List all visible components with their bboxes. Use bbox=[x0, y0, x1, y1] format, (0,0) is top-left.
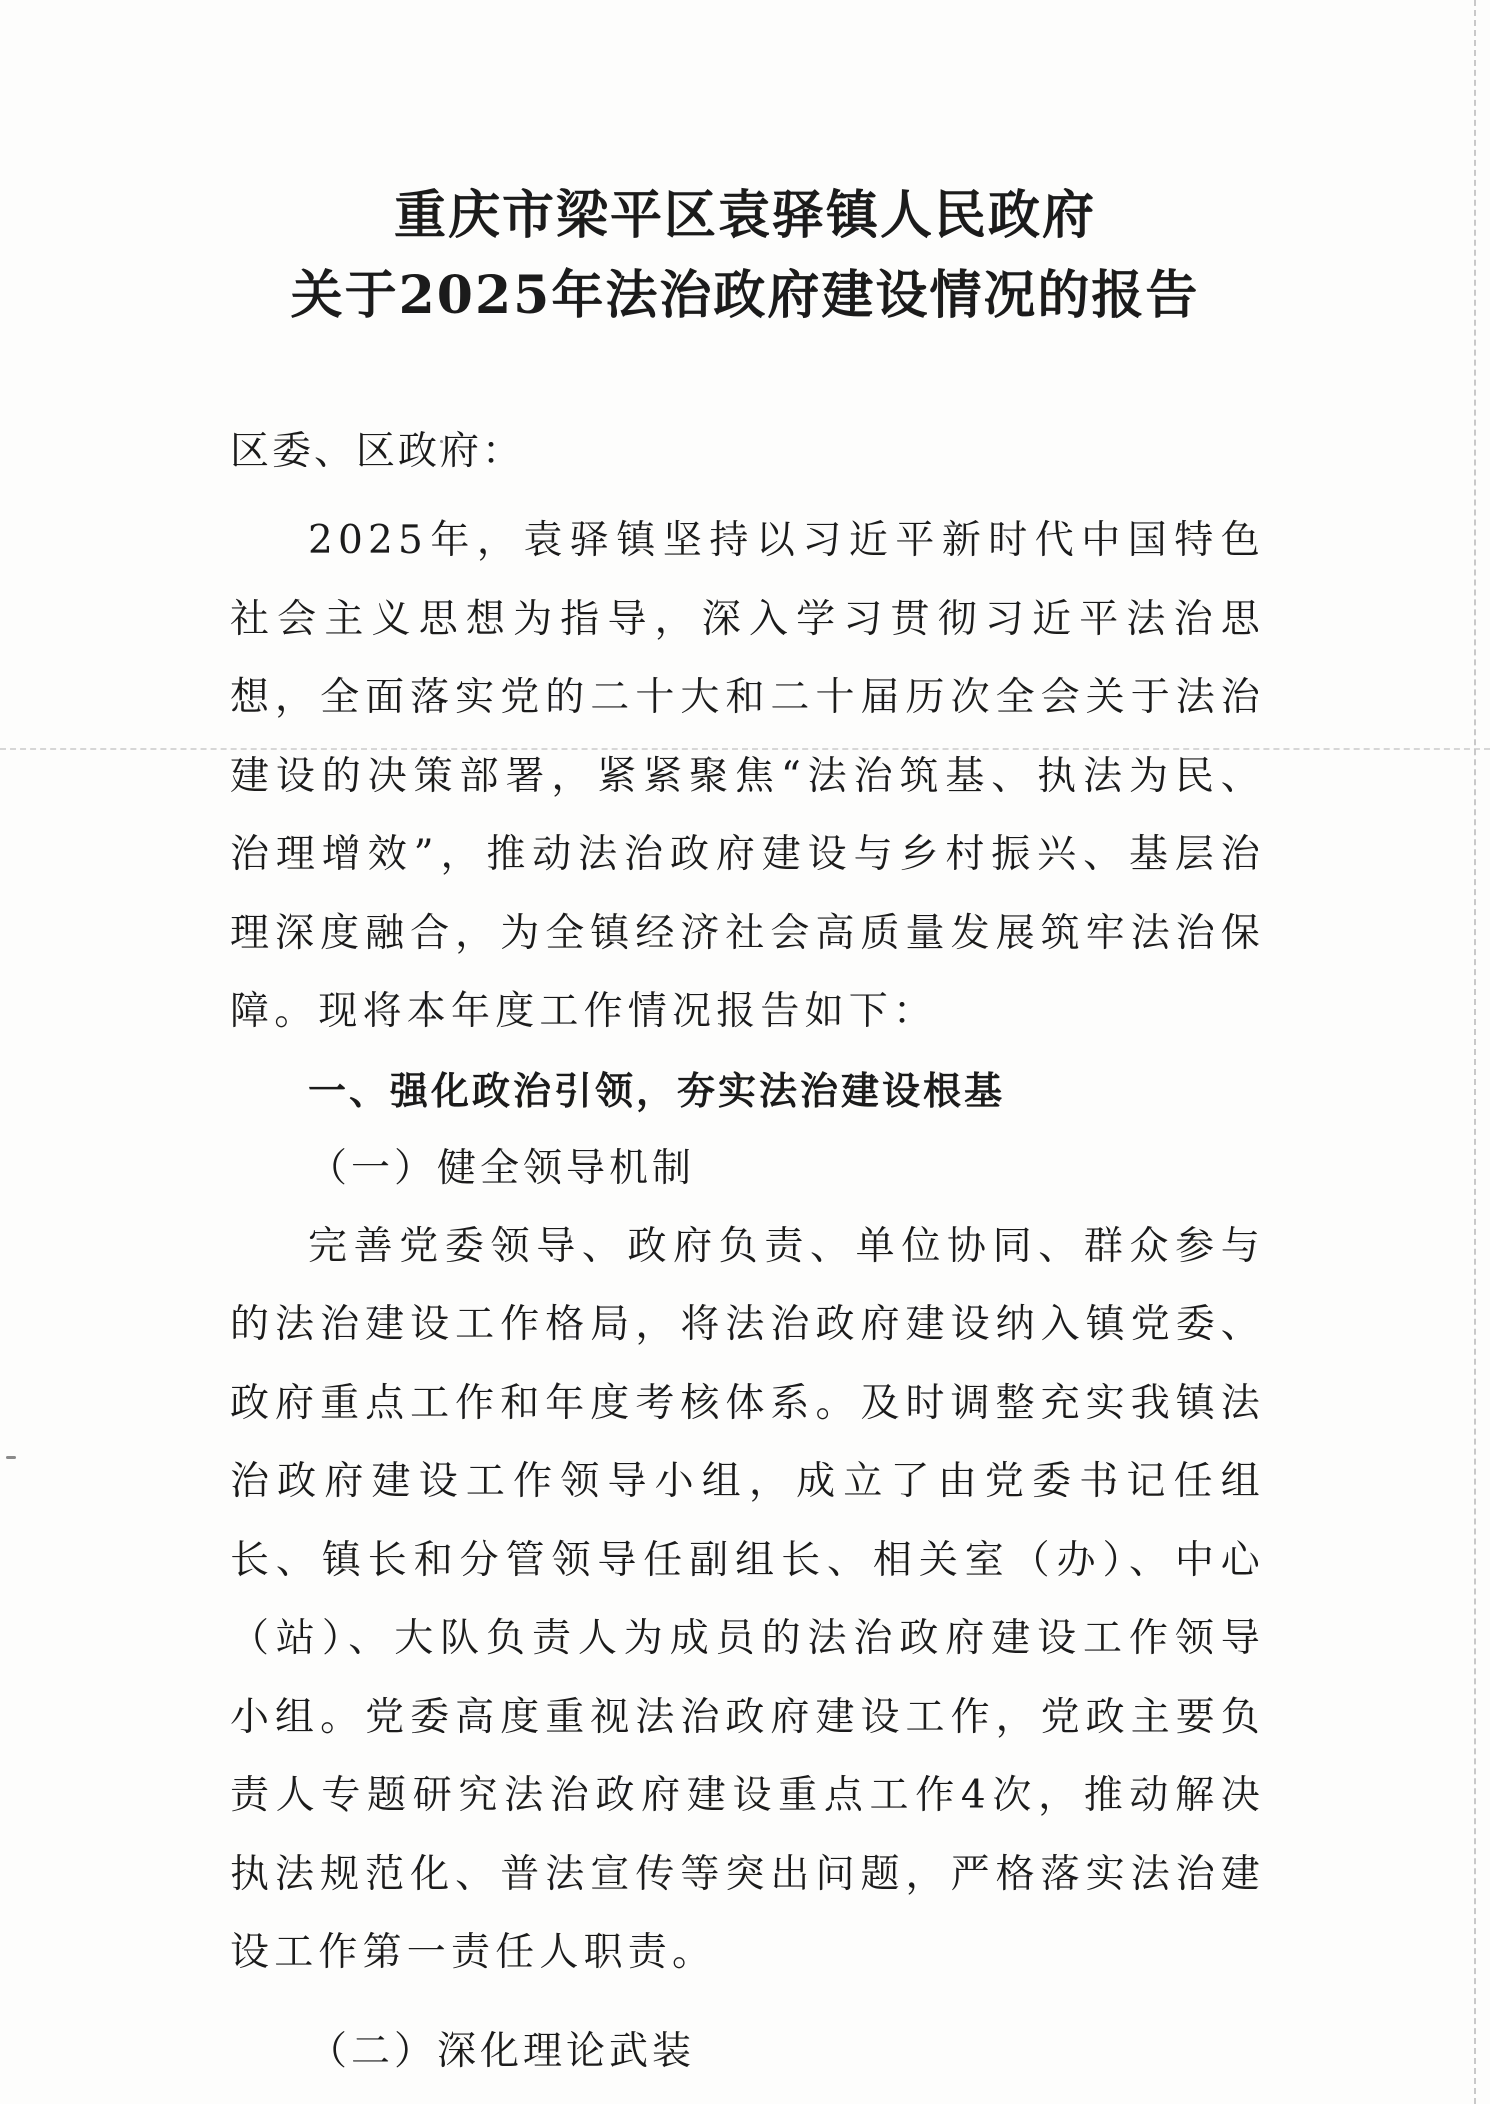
intro-paragraph: 2025年，袁驿镇坚持以习近平新时代中国特色社会主义思想为指导，深入学习贯彻习近平法治思想，全面落实党的二十大和二十届历次全会关于法治建设的决策部署，紧紧聚焦“法治筑基、执法为民、治理增效”，推动法治政府建设与乡村振兴、基层治理深度融合，为全镇经济社会高质量发展筑牢法治保障。现将本年度工作情况报告如下： bbox=[230, 518, 1265, 1034]
document-title-line-2: 关于2025年法治政府建设情况的报告 bbox=[290, 265, 1200, 326]
section-1-heading: 一、强化政治引领，夯实法治建设根基 bbox=[308, 1068, 1006, 1113]
document-title-line-1: 重庆市梁平区袁驿镇人民政府 bbox=[393, 185, 1096, 246]
subsection-2-heading: （二）深化理论武装 bbox=[308, 2028, 696, 2074]
subsection-1-paragraph: 完善党委领导、政府负责、单位协同、群众参与的法治建设工作格局，将法治政府建设纳入镇党委、政府重点工作和年度考核体系。及时调整充实我镇法治政府建设工作领导小组，成立了由党委书记任组长、镇长和分管领导任副组长、相关室（办）、中心（站）、大队负责人为成员的法治政府建设工作领导小组。党委高度重视法治政府建设工作，党政主要负责人专题研究法治政府建设重点工作4次，推动解决执法规范化、普法宣传等突出问题，严格落实法治建设工作第一责任人职责。 bbox=[230, 1223, 1265, 1975]
salutation: 区委、区政府： bbox=[230, 429, 525, 474]
subsection-1-heading: （一）健全领导机制 bbox=[308, 1145, 696, 1191]
document-body bbox=[230, 426, 1265, 2091]
spacer bbox=[230, 1993, 1265, 2013]
scan-speck bbox=[6, 1456, 16, 1459]
